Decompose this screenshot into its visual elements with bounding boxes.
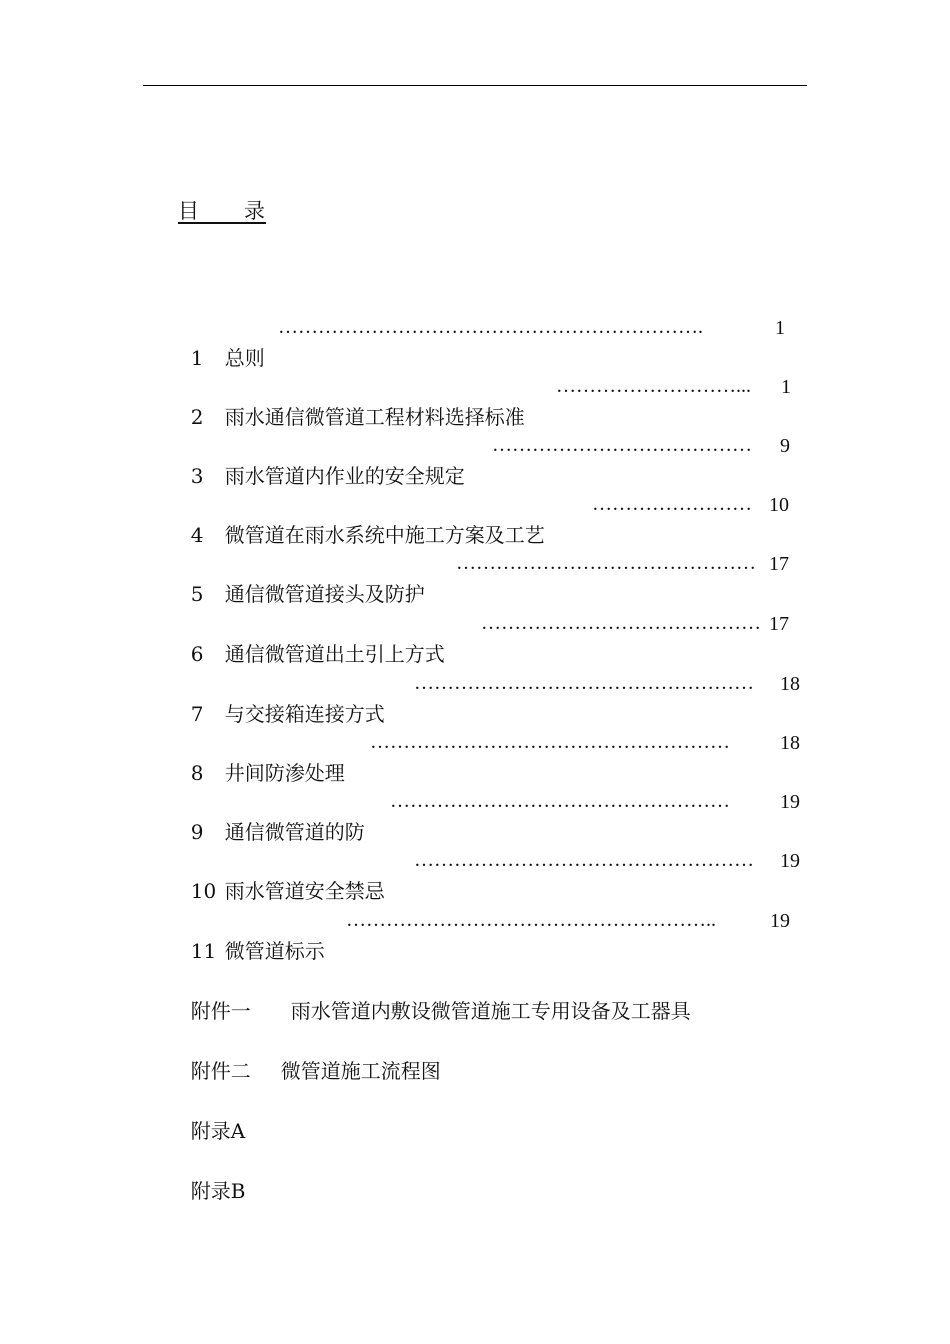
appendix-2[interactable] [178,1026,441,1086]
toc-entry-page: 19 [780,850,800,872]
toc-title: 目 录 [178,199,266,223]
toc-entry-text: 井间防渗处理 [224,761,345,785]
toc-entry-number: 1 [190,346,204,370]
appendix-text: 雨水管道内敷设微管道施工专用设备及工器具 [290,999,691,1023]
toc-entry-page: 17 [769,553,789,575]
toc-entry-text: 雨水管道内作业的安全规定 [224,464,465,488]
toc-entry-text: 雨水管道安全禁忌 [224,879,385,903]
toc-entry-number: 3 [190,464,204,488]
toc-entry-page: 19 [770,910,790,932]
header-rule [143,85,807,86]
toc-entry-dots: ………………………... [556,375,751,397]
appendix-label: 附录A [190,1119,246,1143]
toc-entry-text: 微管道标示 [224,939,325,963]
toc-entry-page: 18 [780,673,800,695]
toc-entry-dots: …………………………………… [481,612,761,634]
toc-entry-page: 10 [769,494,789,516]
toc-entry-dots: ……………………………………………… [370,731,730,753]
toc-entry-dots: ……………………………………… [456,552,756,574]
toc-entry-text: 通信微管道的防 [224,820,365,844]
toc-entry-text: 雨水通信微管道工程材料选择标准 [224,405,525,429]
toc-entry-dots: ……………………………………………….. [346,909,716,931]
appendix-label: 附录B [190,1179,246,1203]
toc-entry-text: 通信微管道接头及防护 [224,582,425,606]
toc-entry-page: 9 [780,435,790,457]
toc-entry-dots: ………………………………………………………. [278,316,703,338]
appendix-3[interactable] [178,1086,245,1146]
toc-entry-number: 11 [190,939,217,963]
appendix-4[interactable] [178,1146,245,1206]
toc-entry-dots: …………………………………………… [414,849,754,871]
toc-entry-page: 1 [775,317,785,339]
toc-entry-page: 18 [780,732,800,754]
toc-entry-number: 5 [190,582,204,606]
toc-entry-dots: …………………… [592,493,752,515]
toc-entry-page: 17 [769,613,789,635]
toc-entry-number: 7 [190,702,204,726]
toc-entry-text: 与交接箱连接方式 [224,702,385,726]
toc-entry-page: 19 [780,791,800,813]
appendix-1[interactable] [178,966,691,1026]
appendix-label: 附件一 [190,999,251,1023]
toc-entry-page: 1 [776,376,791,398]
toc-entry-dots: ………………………………… [492,434,752,456]
appendix-text: 微管道施工流程图 [280,1059,441,1083]
toc-entry-text: 通信微管道出土引上方式 [224,642,445,666]
toc-entry-number: 10 [190,879,217,903]
toc-entry-dots: …………………………………………… [390,790,730,812]
toc-entry-number: 4 [190,523,204,547]
appendix-label: 附件二 [190,1059,251,1083]
toc-entry-text: 微管道在雨水系统中施工方案及工艺 [224,523,545,547]
toc-entry-number: 6 [190,642,204,666]
toc-entry-number: 2 [190,405,204,429]
toc-entry-dots: …………………………………………… [414,672,754,694]
toc-entry-number: 9 [190,820,204,844]
toc-entry-text: 总则 [224,346,265,370]
toc-entry-number: 8 [190,761,204,785]
